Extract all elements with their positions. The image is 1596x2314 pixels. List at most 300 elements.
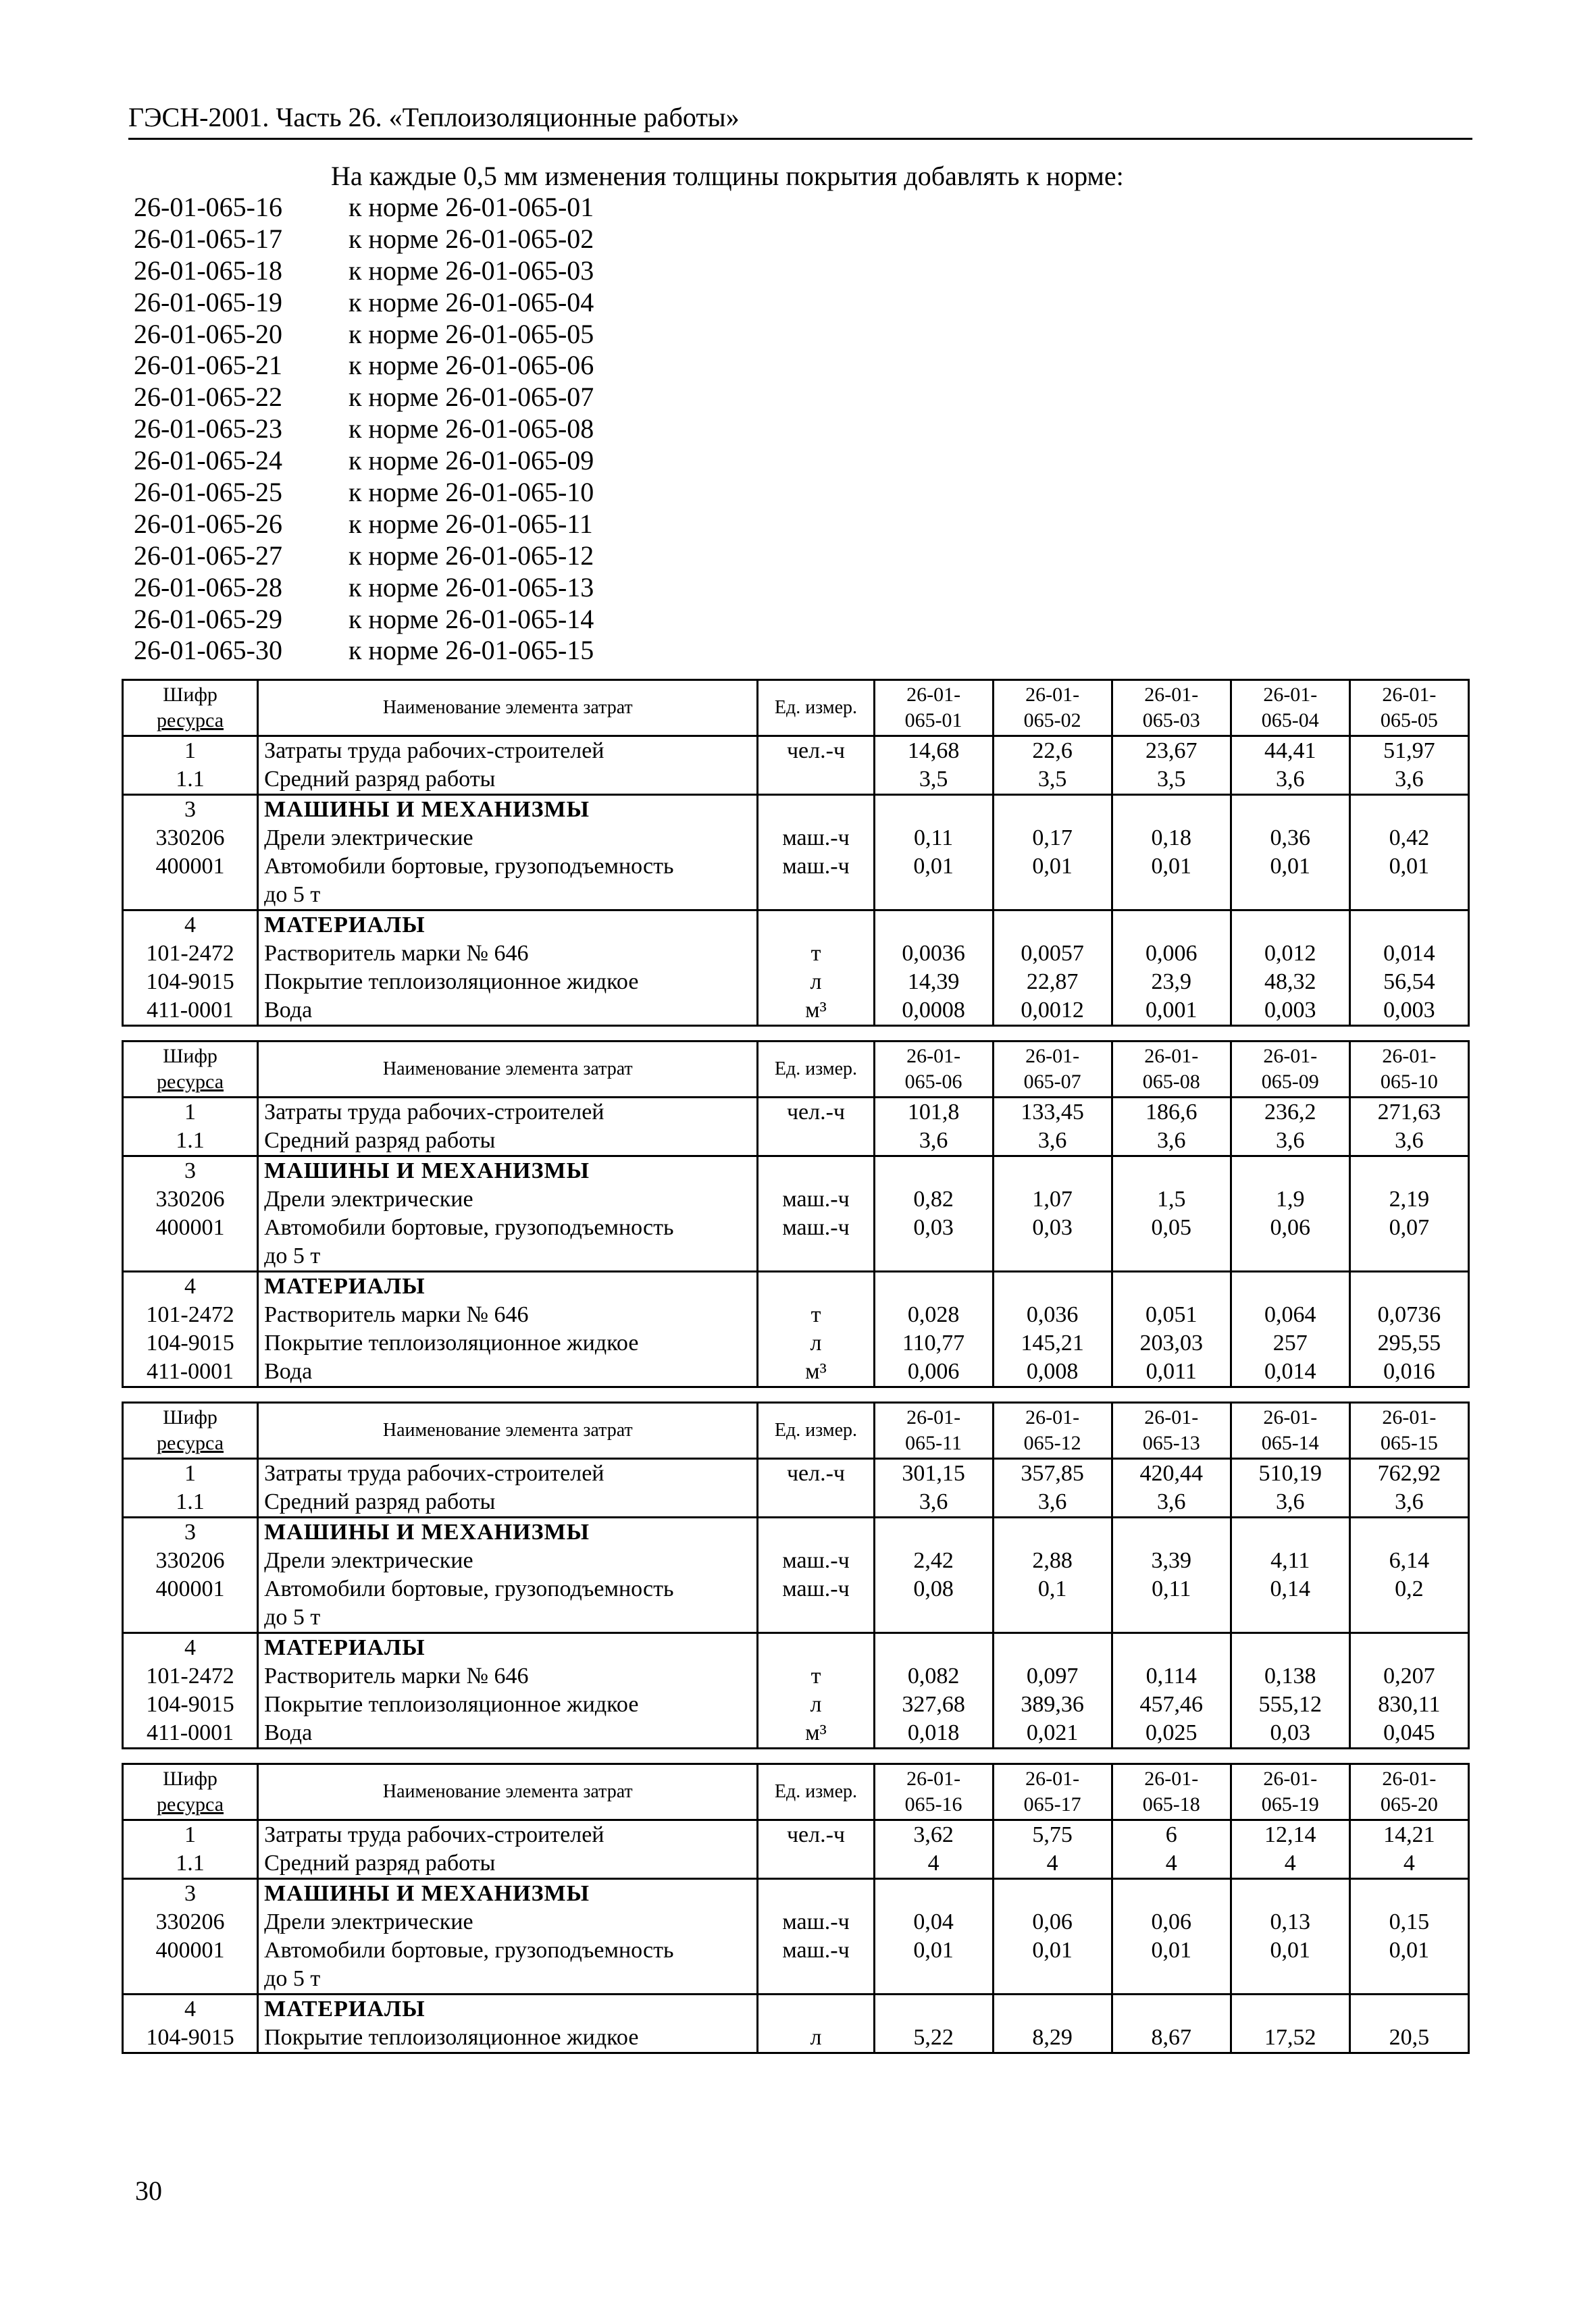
code-header-line1: Шифр (163, 684, 217, 706)
norm-value (1349, 1965, 1468, 1995)
resource-name: МАШИНЫ И МЕХАНИЗМЫ (258, 1518, 758, 1547)
norm-value: 0,036 (993, 1301, 1112, 1329)
norm-value: 2,19 (1349, 1185, 1468, 1214)
table-row (123, 1908, 1469, 1936)
norm-column-header (1349, 680, 1468, 736)
resource-code: 400001 (123, 1214, 258, 1242)
norm-value: 830,11 (1349, 1691, 1468, 1719)
resource-table (122, 1040, 1470, 1388)
norm-value: 6,14 (1349, 1547, 1468, 1575)
norm-value (874, 1879, 993, 1909)
norm-prefix: 26-01- (1144, 1406, 1199, 1429)
norm-value: 0,01 (1231, 852, 1349, 881)
addition-code: 26-01-065-16 (134, 192, 282, 222)
norm-suffix: 065-03 (1142, 709, 1200, 731)
addition-code: 26-01-065-27 (134, 540, 282, 571)
norm-value (1231, 881, 1349, 910)
addition-text: к норме 26-01-065-05 (349, 318, 594, 349)
resource-name: Средний разряд работы (258, 765, 758, 795)
resource-unit: маш.-ч (758, 1908, 874, 1936)
norm-value (1112, 795, 1231, 825)
norm-value (1349, 881, 1468, 910)
norm-value (1349, 1879, 1468, 1909)
norm-value: 0,01 (993, 1936, 1112, 1965)
norm-value: 0,05 (1112, 1214, 1231, 1242)
norm-value: 0,17 (993, 824, 1112, 852)
norm-value (1231, 1603, 1349, 1633)
norm-prefix: 26-01- (1025, 1406, 1080, 1429)
resource-code: 1 (123, 1820, 258, 1850)
norm-suffix: 065-12 (1023, 1432, 1081, 1454)
norm-prefix: 26-01- (1025, 684, 1080, 706)
table-row (123, 852, 1469, 881)
norm-value: 510,19 (1231, 1459, 1349, 1489)
norm-value (1231, 1156, 1349, 1186)
code-header-line2: ресурса (157, 1071, 224, 1093)
resource-unit: маш.-ч (758, 1575, 874, 1603)
resource-code: 1 (123, 736, 258, 766)
resource-unit: т (758, 1662, 874, 1691)
resource-code (123, 1603, 258, 1633)
resource-name: МАШИНЫ И МЕХАНИЗМЫ (258, 795, 758, 825)
resource-unit: чел.-ч (758, 1098, 874, 1127)
resource-unit (758, 1995, 874, 2024)
norm-value (993, 1879, 1112, 1909)
norm-suffix: 065-11 (905, 1432, 962, 1454)
resource-code: 101-2472 (123, 940, 258, 968)
table-header-row (123, 1403, 1469, 1459)
norm-value: 133,45 (993, 1098, 1112, 1127)
resource-name: Покрытие теплоизоляционное жидкое (258, 2024, 758, 2053)
resource-name: до 5 т (258, 1965, 758, 1995)
table-row (123, 1547, 1469, 1575)
resource-name: Покрытие теплоизоляционное жидкое (258, 968, 758, 996)
resource-code: 330206 (123, 1547, 258, 1575)
norm-value: 51,97 (1349, 736, 1468, 766)
norm-value: 0,06 (1231, 1214, 1349, 1242)
norm-value: 0,003 (1231, 996, 1349, 1026)
resource-unit: л (758, 1329, 874, 1358)
row-group (123, 1156, 1469, 1272)
norm-prefix: 26-01- (1263, 1045, 1318, 1067)
norm-value: 14,21 (1349, 1820, 1468, 1850)
table-row (123, 940, 1469, 968)
norm-value (874, 1242, 993, 1272)
norm-value (993, 910, 1112, 940)
norm-value: 0,014 (1349, 940, 1468, 968)
norm-suffix: 065-01 (904, 709, 962, 731)
resource-code: 3 (123, 1156, 258, 1186)
norm-suffix: 065-19 (1261, 1793, 1319, 1816)
resource-code: 411-0001 (123, 996, 258, 1026)
addition-code: 26-01-065-17 (134, 223, 282, 254)
table-row (123, 1488, 1469, 1518)
norm-value: 0,01 (1349, 1936, 1468, 1965)
table-header-row (123, 1042, 1469, 1098)
norm-suffix: 065-14 (1261, 1432, 1319, 1454)
resource-code: 101-2472 (123, 1662, 258, 1691)
table-row (123, 1242, 1469, 1272)
norm-column-header (1231, 680, 1349, 736)
addition-row (134, 604, 594, 636)
norm-value (1112, 1995, 1231, 2024)
norm-value: 0,021 (993, 1719, 1112, 1749)
norm-value: 0,018 (874, 1719, 993, 1749)
norm-value (1231, 1965, 1349, 1995)
norm-value: 0,18 (1112, 824, 1231, 852)
resource-unit (758, 881, 874, 910)
norm-value: 0,1 (993, 1575, 1112, 1603)
norm-prefix: 26-01- (906, 1045, 961, 1067)
resource-name: Дрели электрические (258, 1185, 758, 1214)
norm-value: 3,6 (993, 1488, 1112, 1518)
unit-header: Ед. измер. (758, 1403, 874, 1459)
norm-column-header (1112, 680, 1231, 736)
norm-value: 555,12 (1231, 1691, 1349, 1719)
norm-value: 0,064 (1231, 1301, 1349, 1329)
norm-value: 0,016 (1349, 1358, 1468, 1387)
resource-unit (758, 1633, 874, 1663)
norm-value (1231, 1518, 1349, 1547)
row-group (123, 910, 1469, 1026)
addition-code: 26-01-065-28 (134, 571, 282, 602)
norm-prefix: 26-01- (1144, 684, 1199, 706)
code-header (123, 1764, 258, 1820)
code-header-line2: ресурса (157, 1432, 224, 1454)
resource-code (123, 881, 258, 910)
code-header-line2: ресурса (157, 1793, 224, 1816)
norm-value: 3,5 (1112, 765, 1231, 795)
norm-value: 4 (993, 1849, 1112, 1879)
norm-value (993, 1603, 1112, 1633)
norm-prefix: 26-01- (906, 1406, 961, 1429)
addition-row (134, 319, 594, 351)
resource-unit (758, 1965, 874, 1995)
resource-code: 330206 (123, 1908, 258, 1936)
norm-value: 0,012 (1231, 940, 1349, 968)
table-row (123, 1127, 1469, 1156)
norm-column-header (993, 680, 1112, 736)
norm-suffix: 065-16 (904, 1793, 962, 1816)
norm-value: 0,028 (874, 1301, 993, 1329)
norm-value: 457,46 (1112, 1691, 1231, 1719)
norm-value (1112, 1603, 1231, 1633)
table-row (123, 1603, 1469, 1633)
resource-code (123, 1242, 258, 1272)
norm-prefix: 26-01- (906, 1768, 961, 1790)
norm-value: 3,6 (874, 1127, 993, 1156)
resource-table (122, 1402, 1470, 1749)
norm-value: 0,03 (1231, 1719, 1349, 1749)
resource-name: до 5 т (258, 1242, 758, 1272)
resource-name: до 5 т (258, 881, 758, 910)
norm-prefix: 26-01- (1263, 684, 1318, 706)
resource-unit: чел.-ч (758, 1820, 874, 1850)
norm-column-header (874, 1403, 993, 1459)
resource-unit (758, 1849, 874, 1879)
addition-text: к норме 26-01-065-09 (349, 445, 594, 476)
code-header (123, 1042, 258, 1098)
norm-prefix: 26-01- (906, 684, 961, 706)
resource-unit (758, 765, 874, 795)
table-row (123, 1719, 1469, 1749)
norm-value (1112, 910, 1231, 940)
norm-value: 0,03 (993, 1214, 1112, 1242)
resource-name: МАТЕРИАЛЫ (258, 1995, 758, 2024)
norm-value: 0,051 (1112, 1301, 1231, 1329)
norm-value (1349, 1603, 1468, 1633)
addition-text: к норме 26-01-065-15 (349, 635, 594, 666)
norm-value: 186,6 (1112, 1098, 1231, 1127)
resource-code: 104-9015 (123, 2024, 258, 2053)
norm-column-header (874, 680, 993, 736)
norm-suffix: 065-18 (1142, 1793, 1200, 1816)
norm-value: 420,44 (1112, 1459, 1231, 1489)
addition-code: 26-01-065-21 (134, 350, 282, 381)
norm-value: 203,03 (1112, 1329, 1231, 1358)
addition-text: к норме 26-01-065-02 (349, 223, 594, 254)
section-row (123, 910, 1469, 940)
norm-value (1231, 1272, 1349, 1302)
norm-suffix: 065-07 (1023, 1071, 1081, 1093)
norm-value: 3,6 (1231, 1127, 1349, 1156)
norm-value: 3,6 (993, 1127, 1112, 1156)
norm-column-header (1112, 1764, 1231, 1820)
section-row (123, 1156, 1469, 1186)
norm-value: 327,68 (874, 1691, 993, 1719)
norm-value (874, 1603, 993, 1633)
norm-value (1112, 1156, 1231, 1186)
norm-value: 0,097 (993, 1662, 1112, 1691)
addition-row (134, 224, 594, 255)
section-row (123, 795, 1469, 825)
resource-code: 1.1 (123, 1849, 258, 1879)
norm-value: 0,025 (1112, 1719, 1231, 1749)
resource-code: 1 (123, 1459, 258, 1489)
norm-column-header (874, 1764, 993, 1820)
resource-unit (758, 910, 874, 940)
resource-unit (758, 1603, 874, 1633)
resource-unit: маш.-ч (758, 852, 874, 881)
norm-value: 0,08 (874, 1575, 993, 1603)
norm-value: 0,006 (874, 1358, 993, 1387)
norm-value (1112, 1242, 1231, 1272)
norm-value: 0,014 (1231, 1358, 1349, 1387)
resource-table (122, 1763, 1470, 2054)
table-row (123, 2024, 1469, 2053)
addition-row (134, 192, 594, 224)
norm-column-header (1231, 1042, 1349, 1098)
norm-value: 0,42 (1349, 824, 1468, 852)
norm-value: 0,01 (1112, 852, 1231, 881)
row-group (123, 736, 1469, 795)
norm-suffix: 065-05 (1380, 709, 1438, 731)
norm-value: 1,07 (993, 1185, 1112, 1214)
resource-unit: маш.-ч (758, 824, 874, 852)
resource-name: МАШИНЫ И МЕХАНИЗМЫ (258, 1879, 758, 1909)
norm-value: 4 (1112, 1849, 1231, 1879)
norm-value: 0,11 (1112, 1575, 1231, 1603)
norm-value: 257 (1231, 1329, 1349, 1358)
unit-header: Ед. измер. (758, 1042, 874, 1098)
resource-code: 1.1 (123, 1488, 258, 1518)
norm-column-header (1349, 1403, 1468, 1459)
table-header-row (123, 1764, 1469, 1820)
norm-value: 1,5 (1112, 1185, 1231, 1214)
section-row (123, 1633, 1469, 1663)
resource-code: 104-9015 (123, 968, 258, 996)
norm-value: 0,207 (1349, 1662, 1468, 1691)
norm-value: 0,01 (1349, 852, 1468, 881)
norm-value: 0,01 (874, 1936, 993, 1965)
resource-unit: маш.-ч (758, 1214, 874, 1242)
norm-value (993, 795, 1112, 825)
resource-unit: маш.-ч (758, 1185, 874, 1214)
resource-unit (758, 1272, 874, 1302)
addition-row (134, 540, 594, 572)
table-row (123, 996, 1469, 1026)
norm-value (874, 795, 993, 825)
resource-name: Затраты труда рабочих-строителей (258, 1459, 758, 1489)
addition-row (134, 572, 594, 604)
resource-name: Затраты труда рабочих-строителей (258, 736, 758, 766)
norm-value (1112, 1879, 1231, 1909)
resource-name: до 5 т (258, 1603, 758, 1633)
resource-name: Автомобили бортовые, грузоподъемность (258, 1936, 758, 1965)
norm-value (1349, 795, 1468, 825)
norm-column-header (1112, 1403, 1231, 1459)
addition-code: 26-01-065-18 (134, 255, 282, 286)
name-header: Наименование элемента затрат (258, 1764, 758, 1820)
norm-value: 0,07 (1349, 1214, 1468, 1242)
resource-code: 4 (123, 1272, 258, 1302)
norm-prefix: 26-01- (1382, 1406, 1437, 1429)
resource-table (122, 679, 1470, 1027)
resource-unit (758, 1518, 874, 1547)
table-row (123, 1965, 1469, 1995)
resource-unit: т (758, 1301, 874, 1329)
resource-unit: т (758, 940, 874, 968)
norm-value: 22,6 (993, 736, 1112, 766)
norm-value (1349, 910, 1468, 940)
norm-suffix: 065-06 (904, 1071, 962, 1093)
norm-suffix: 065-15 (1380, 1432, 1438, 1454)
norm-value: 110,77 (874, 1329, 993, 1358)
resource-code: 101-2472 (123, 1301, 258, 1329)
row-group (123, 1272, 1469, 1387)
norm-value (874, 1272, 993, 1302)
norm-column-header (874, 1042, 993, 1098)
norm-value: 14,39 (874, 968, 993, 996)
norm-value (1231, 795, 1349, 825)
resource-name: Автомобили бортовые, грузоподъемность (258, 1575, 758, 1603)
norm-value: 14,68 (874, 736, 993, 766)
norm-value: 0,03 (874, 1214, 993, 1242)
section-row (123, 1518, 1469, 1547)
norm-value (993, 1995, 1112, 2024)
addition-text: к норме 26-01-065-12 (349, 540, 594, 571)
resource-name: Средний разряд работы (258, 1127, 758, 1156)
norm-value: 3,39 (1112, 1547, 1231, 1575)
norm-value: 0,001 (1112, 996, 1231, 1026)
addition-text: к норме 26-01-065-04 (349, 286, 594, 317)
norm-value (993, 1965, 1112, 1995)
norm-value: 12,14 (1231, 1820, 1349, 1850)
addition-code: 26-01-065-24 (134, 445, 282, 476)
resource-name: Покрытие теплоизоляционное жидкое (258, 1329, 758, 1358)
name-header: Наименование элемента затрат (258, 1403, 758, 1459)
norm-value: 3,6 (1112, 1488, 1231, 1518)
resource-name: МАТЕРИАЛЫ (258, 910, 758, 940)
code-header (123, 680, 258, 736)
resource-unit (758, 1879, 874, 1909)
table-row (123, 765, 1469, 795)
norm-value (1349, 1995, 1468, 2024)
norm-value (1112, 1518, 1231, 1547)
resource-unit (758, 1127, 874, 1156)
norm-value (993, 1242, 1112, 1272)
norm-value: 4 (1231, 1849, 1349, 1879)
table-row (123, 1329, 1469, 1358)
resource-unit: маш.-ч (758, 1547, 874, 1575)
norm-prefix: 26-01- (1382, 1045, 1437, 1067)
resource-unit: м³ (758, 996, 874, 1026)
norm-value (1349, 1242, 1468, 1272)
code-header-line1: Шифр (163, 1045, 217, 1067)
norm-value: 0,0008 (874, 996, 993, 1026)
addition-row (134, 477, 594, 509)
table-row (123, 1691, 1469, 1719)
norm-column-header (1112, 1042, 1231, 1098)
norm-suffix: 065-10 (1380, 1071, 1438, 1093)
norm-prefix: 26-01- (1144, 1045, 1199, 1067)
addition-row (134, 382, 594, 413)
norm-value: 3,6 (1231, 765, 1349, 795)
norm-value (993, 881, 1112, 910)
norm-value: 145,21 (993, 1329, 1112, 1358)
resource-name: Растворитель марки № 646 (258, 1662, 758, 1691)
norm-prefix: 26-01- (1382, 1768, 1437, 1790)
norm-column-header (993, 1764, 1112, 1820)
table-row (123, 824, 1469, 852)
section-row (123, 1995, 1469, 2024)
resource-code: 1.1 (123, 1127, 258, 1156)
row-group (123, 1633, 1469, 1749)
norm-value: 4 (1349, 1849, 1468, 1879)
resource-code: 330206 (123, 1185, 258, 1214)
table-row (123, 1820, 1469, 1850)
resource-unit: чел.-ч (758, 736, 874, 766)
norm-suffix: 065-09 (1261, 1071, 1319, 1093)
resource-code: 4 (123, 1633, 258, 1663)
norm-suffix: 065-08 (1142, 1071, 1200, 1093)
addition-text: к норме 26-01-065-03 (349, 255, 594, 286)
norm-value: 301,15 (874, 1459, 993, 1489)
addition-text: к норме 26-01-065-10 (349, 477, 594, 508)
norm-value: 5,75 (993, 1820, 1112, 1850)
unit-header: Ед. измер. (758, 1764, 874, 1820)
norm-value: 0,006 (1112, 940, 1231, 968)
norm-value: 0,04 (874, 1908, 993, 1936)
norm-value: 4 (874, 1849, 993, 1879)
addition-row (134, 350, 594, 382)
norm-column-header (993, 1042, 1112, 1098)
norm-prefix: 26-01- (1382, 684, 1437, 706)
addition-text: к норме 26-01-065-08 (349, 413, 594, 444)
resource-name: Затраты труда рабочих-строителей (258, 1820, 758, 1850)
resource-code: 4 (123, 1995, 258, 2024)
table-row (123, 881, 1469, 910)
